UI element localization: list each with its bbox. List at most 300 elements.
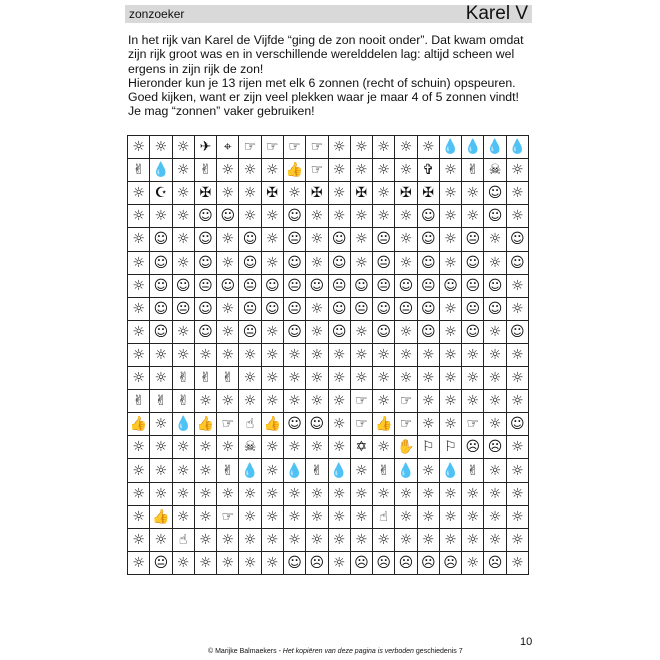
thumb-icon: 👍	[284, 159, 306, 182]
index-up-icon: ☝	[239, 413, 261, 436]
sun-icon: ☼	[395, 205, 417, 228]
sun-icon: ☼	[329, 552, 351, 575]
latin-cross-icon: ✞	[418, 159, 440, 182]
sun-icon: ☼	[195, 483, 217, 506]
smiley-sad-icon: ☹	[351, 552, 373, 575]
sun-icon: ☼	[262, 228, 284, 251]
sun-icon: ☼	[329, 390, 351, 413]
index-up-icon: ☝	[373, 506, 395, 529]
smiley-sad-icon: ☹	[418, 552, 440, 575]
smiley-happy-icon: ☺	[284, 205, 306, 228]
smiley-neutral-icon: 😐	[462, 228, 484, 251]
smiley-happy-icon: ☺	[284, 252, 306, 275]
sun-icon: ☼	[440, 182, 462, 205]
droplet-icon: 💧	[440, 136, 462, 159]
smiley-happy-icon: ☺	[284, 321, 306, 344]
droplet-icon: 💧	[395, 459, 417, 482]
smiley-neutral-icon: 😐	[418, 275, 440, 298]
sun-icon: ☼	[484, 413, 506, 436]
header-title: Karel V	[465, 3, 528, 24]
sun-icon: ☼	[306, 252, 328, 275]
sun-icon: ☼	[173, 459, 195, 482]
maltese-cross-icon: ✠	[306, 182, 328, 205]
smiley-happy-icon: ☺	[306, 275, 328, 298]
sun-icon: ☼	[173, 159, 195, 182]
crosshair-cross-icon: ⌖	[217, 136, 239, 159]
pointing-hand-icon: ☞	[284, 136, 306, 159]
sun-icon: ☼	[239, 205, 261, 228]
sun-icon: ☼	[173, 228, 195, 251]
open-hand-icon: ✋	[395, 436, 417, 459]
smiley-happy-icon: ☺	[373, 321, 395, 344]
sun-icon: ☼	[329, 182, 351, 205]
sun-icon: ☼	[239, 367, 261, 390]
victory-hand-icon: ✌	[195, 159, 217, 182]
smiley-neutral-icon: 😐	[329, 275, 351, 298]
victory-hand-icon: ✌	[462, 459, 484, 482]
sun-icon: ☼	[373, 390, 395, 413]
sun-icon: ☼	[418, 529, 440, 552]
header-label: zonzoeker	[129, 7, 185, 21]
sun-icon: ☼	[262, 390, 284, 413]
sun-icon: ☼	[262, 529, 284, 552]
smiley-neutral-icon: 😐	[284, 298, 306, 321]
sun-icon: ☼	[351, 252, 373, 275]
sun-icon: ☼	[484, 367, 506, 390]
sun-search-grid	[127, 135, 529, 575]
victory-hand-icon: ✌	[373, 459, 395, 482]
smiley-neutral-icon: 😐	[284, 275, 306, 298]
sun-icon: ☼	[239, 552, 261, 575]
sun-icon: ☼	[373, 367, 395, 390]
smiley-neutral-icon: 😐	[173, 298, 195, 321]
sun-icon: ☼	[507, 182, 529, 205]
smiley-happy-icon: ☺	[418, 228, 440, 251]
sun-icon: ☼	[128, 483, 150, 506]
sun-icon: ☼	[284, 367, 306, 390]
sun-icon: ☼	[173, 436, 195, 459]
sun-icon: ☼	[217, 321, 239, 344]
sun-icon: ☼	[418, 459, 440, 482]
sun-icon: ☼	[440, 298, 462, 321]
smiley-happy-icon: ☺	[195, 298, 217, 321]
sun-icon: ☼	[440, 413, 462, 436]
sun-icon: ☼	[395, 228, 417, 251]
victory-hand-icon: ✌	[462, 159, 484, 182]
sun-icon: ☼	[329, 413, 351, 436]
smiley-happy-icon: ☺	[418, 321, 440, 344]
sun-icon: ☼	[462, 367, 484, 390]
sun-icon: ☼	[351, 459, 373, 482]
smiley-neutral-icon: 😐	[395, 298, 417, 321]
sun-icon: ☼	[150, 436, 172, 459]
pointing-hand-icon: ☞	[395, 390, 417, 413]
sun-icon: ☼	[217, 182, 239, 205]
sun-icon: ☼	[128, 367, 150, 390]
smiley-happy-icon: ☺	[284, 413, 306, 436]
smiley-happy-icon: ☺	[462, 252, 484, 275]
sun-icon: ☼	[128, 275, 150, 298]
sun-icon: ☼	[462, 483, 484, 506]
sun-icon: ☼	[395, 321, 417, 344]
smiley-happy-icon: ☺	[262, 298, 284, 321]
smiley-happy-icon: ☺	[507, 252, 529, 275]
sun-icon: ☼	[217, 228, 239, 251]
smiley-sad-icon: ☹	[462, 436, 484, 459]
smiley-neutral-icon: 😐	[239, 298, 261, 321]
sun-icon: ☼	[351, 136, 373, 159]
crescent-moon-icon: ☪	[150, 182, 172, 205]
sun-icon: ☼	[284, 390, 306, 413]
sun-icon: ☼	[306, 344, 328, 367]
droplet-icon: 💧	[173, 413, 195, 436]
sun-icon: ☼	[262, 344, 284, 367]
smiley-happy-icon: ☺	[150, 321, 172, 344]
smiley-neutral-icon: 😐	[239, 321, 261, 344]
sun-icon: ☼	[395, 529, 417, 552]
smiley-happy-icon: ☺	[150, 252, 172, 275]
sun-icon: ☼	[284, 506, 306, 529]
sun-icon: ☼	[329, 529, 351, 552]
smiley-happy-icon: ☺	[195, 321, 217, 344]
sun-icon: ☼	[440, 483, 462, 506]
sun-icon: ☼	[128, 436, 150, 459]
sun-icon: ☼	[484, 321, 506, 344]
sun-icon: ☼	[128, 552, 150, 575]
sun-icon: ☼	[373, 205, 395, 228]
sun-icon: ☼	[262, 367, 284, 390]
sun-icon: ☼	[507, 344, 529, 367]
sun-icon: ☼	[329, 159, 351, 182]
pointing-hand-icon: ☞	[462, 413, 484, 436]
smiley-neutral-icon: 😐	[373, 275, 395, 298]
smiley-happy-icon: ☺	[373, 298, 395, 321]
smiley-happy-icon: ☺	[329, 252, 351, 275]
sun-icon: ☼	[462, 506, 484, 529]
sun-icon: ☼	[440, 529, 462, 552]
smiley-neutral-icon: 😐	[351, 298, 373, 321]
sun-icon: ☼	[329, 205, 351, 228]
sun-icon: ☼	[262, 321, 284, 344]
victory-hand-icon: ✌	[217, 459, 239, 482]
sun-icon: ☼	[395, 483, 417, 506]
sun-icon: ☼	[507, 506, 529, 529]
sun-icon: ☼	[150, 136, 172, 159]
sun-icon: ☼	[284, 529, 306, 552]
maltese-cross-icon: ✠	[351, 182, 373, 205]
sun-icon: ☼	[150, 205, 172, 228]
sun-icon: ☼	[195, 506, 217, 529]
skull-icon: ☠	[239, 436, 261, 459]
sun-icon: ☼	[306, 529, 328, 552]
sun-icon: ☼	[462, 552, 484, 575]
victory-hand-icon: ✌	[173, 390, 195, 413]
smiley-neutral-icon: 😐	[373, 252, 395, 275]
sun-icon: ☼	[351, 228, 373, 251]
sun-icon: ☼	[484, 390, 506, 413]
smiley-happy-icon: ☺	[418, 205, 440, 228]
sun-icon: ☼	[173, 552, 195, 575]
sun-icon: ☼	[373, 182, 395, 205]
sun-icon: ☼	[128, 529, 150, 552]
victory-hand-icon: ✌	[128, 390, 150, 413]
page-header	[125, 5, 532, 23]
footer	[208, 648, 463, 655]
sun-icon: ☼	[329, 344, 351, 367]
sun-icon: ☼	[440, 252, 462, 275]
sun-icon: ☼	[239, 159, 261, 182]
sun-icon: ☼	[150, 483, 172, 506]
sun-icon: ☼	[418, 413, 440, 436]
sun-icon: ☼	[507, 390, 529, 413]
sun-icon: ☼	[262, 459, 284, 482]
smiley-happy-icon: ☺	[150, 275, 172, 298]
smiley-happy-icon: ☺	[284, 552, 306, 575]
sun-icon: ☼	[306, 483, 328, 506]
thumb-icon: 👍	[373, 413, 395, 436]
sun-icon: ☼	[373, 483, 395, 506]
sun-icon: ☼	[284, 436, 306, 459]
sun-icon: ☼	[395, 367, 417, 390]
sun-icon: ☼	[351, 367, 373, 390]
sun-icon: ☼	[395, 136, 417, 159]
sun-icon: ☼	[128, 344, 150, 367]
sun-icon: ☼	[150, 529, 172, 552]
sun-icon: ☼	[507, 159, 529, 182]
sun-icon: ☼	[239, 483, 261, 506]
sun-icon: ☼	[373, 136, 395, 159]
airplane-icon: ✈	[195, 136, 217, 159]
smiley-happy-icon: ☺	[507, 228, 529, 251]
intro-paragraph-1: In het rijk van Karel de Vijfde “ging de zon nooit onder”. Dat kwam omdat zijn rijk groot was en in verschillende werelddelen lag: altijd scheen wel ergens in zijn rijk de zon!	[128, 33, 524, 76]
sun-icon: ☼	[262, 436, 284, 459]
pointing-hand-icon: ☞	[306, 159, 328, 182]
sun-icon: ☼	[440, 506, 462, 529]
smiley-happy-icon: ☺	[306, 413, 328, 436]
smiley-happy-icon: ☺	[195, 228, 217, 251]
sun-icon: ☼	[373, 436, 395, 459]
maltese-cross-icon: ✠	[262, 182, 284, 205]
sun-icon: ☼	[173, 205, 195, 228]
sun-icon: ☼	[329, 506, 351, 529]
sun-icon: ☼	[351, 506, 373, 529]
sun-icon: ☼	[507, 552, 529, 575]
sun-icon: ☼	[262, 252, 284, 275]
smiley-neutral-icon: 😐	[239, 275, 261, 298]
sun-icon: ☼	[306, 205, 328, 228]
sun-icon: ☼	[262, 159, 284, 182]
droplet-icon: 💧	[239, 459, 261, 482]
maltese-cross-icon: ✠	[418, 182, 440, 205]
sun-icon: ☼	[128, 298, 150, 321]
sun-icon: ☼	[507, 529, 529, 552]
smiley-neutral-icon: 😐	[150, 552, 172, 575]
sun-icon: ☼	[284, 483, 306, 506]
sun-icon: ☼	[484, 228, 506, 251]
smiley-neutral-icon: 😐	[373, 228, 395, 251]
sun-icon: ☼	[440, 205, 462, 228]
smiley-neutral-icon: 😐	[284, 228, 306, 251]
star-of-david-icon: ✡	[351, 436, 373, 459]
droplet-icon: 💧	[484, 136, 506, 159]
pointing-hand-icon: ☞	[351, 413, 373, 436]
sun-icon: ☼	[462, 390, 484, 413]
sun-icon: ☼	[173, 344, 195, 367]
smiley-sad-icon: ☹	[484, 436, 506, 459]
sun-icon: ☼	[507, 367, 529, 390]
sun-icon: ☼	[150, 459, 172, 482]
sun-icon: ☼	[484, 252, 506, 275]
smiley-happy-icon: ☺	[329, 298, 351, 321]
smiley-happy-icon: ☺	[150, 228, 172, 251]
smiley-happy-icon: ☺	[484, 275, 506, 298]
smiley-happy-icon: ☺	[329, 228, 351, 251]
sun-icon: ☼	[195, 459, 217, 482]
footer-note: - Het kopiëren van deze pagina is verboden	[278, 648, 414, 655]
sun-icon: ☼	[217, 298, 239, 321]
skull-icon: ☠	[484, 159, 506, 182]
sun-icon: ☼	[306, 367, 328, 390]
sun-icon: ☼	[173, 182, 195, 205]
smiley-happy-icon: ☺	[239, 252, 261, 275]
victory-hand-icon: ✌	[150, 390, 172, 413]
smiley-happy-icon: ☺	[484, 205, 506, 228]
sun-icon: ☼	[351, 159, 373, 182]
footer-subject: geschiedenis 7	[415, 648, 463, 655]
droplet-icon: 💧	[329, 459, 351, 482]
sun-icon: ☼	[195, 344, 217, 367]
sun-icon: ☼	[284, 182, 306, 205]
thumb-icon: 👍	[150, 506, 172, 529]
sun-icon: ☼	[239, 182, 261, 205]
sun-icon: ☼	[217, 390, 239, 413]
sun-icon: ☼	[418, 136, 440, 159]
sun-icon: ☼	[128, 205, 150, 228]
sun-icon: ☼	[173, 506, 195, 529]
smiley-happy-icon: ☺	[173, 275, 195, 298]
sun-icon: ☼	[239, 529, 261, 552]
droplet-icon: 💧	[150, 159, 172, 182]
sun-icon: ☼	[150, 344, 172, 367]
smiley-happy-icon: ☺	[217, 275, 239, 298]
victory-hand-icon: ✌	[128, 159, 150, 182]
smiley-happy-icon: ☺	[507, 413, 529, 436]
sun-icon: ☼	[173, 483, 195, 506]
intro-text	[128, 33, 533, 119]
sun-icon: ☼	[440, 321, 462, 344]
smiley-happy-icon: ☺	[484, 298, 506, 321]
sun-icon: ☼	[128, 321, 150, 344]
sun-icon: ☼	[306, 298, 328, 321]
sun-icon: ☼	[351, 344, 373, 367]
sun-icon: ☼	[329, 367, 351, 390]
pointing-hand-icon: ☞	[217, 413, 239, 436]
smiley-happy-icon: ☺	[484, 182, 506, 205]
pointing-hand-icon: ☞	[306, 136, 328, 159]
sun-icon: ☼	[150, 413, 172, 436]
flag-icon: ⚐	[418, 436, 440, 459]
sun-icon: ☼	[484, 459, 506, 482]
pointing-hand-icon: ☞	[351, 390, 373, 413]
pointing-hand-icon: ☞	[395, 413, 417, 436]
sun-icon: ☼	[395, 506, 417, 529]
smiley-happy-icon: ☺	[239, 228, 261, 251]
sun-icon: ☼	[262, 552, 284, 575]
droplet-icon: 💧	[462, 136, 484, 159]
sun-icon: ☼	[507, 436, 529, 459]
droplet-icon: 💧	[440, 459, 462, 482]
smiley-happy-icon: ☺	[418, 298, 440, 321]
sun-icon: ☼	[440, 367, 462, 390]
sun-icon: ☼	[418, 367, 440, 390]
victory-hand-icon: ✌	[306, 459, 328, 482]
sun-icon: ☼	[484, 506, 506, 529]
sun-icon: ☼	[195, 552, 217, 575]
sun-icon: ☼	[440, 159, 462, 182]
sun-icon: ☼	[373, 159, 395, 182]
smiley-happy-icon: ☺	[217, 205, 239, 228]
sun-icon: ☼	[440, 390, 462, 413]
thumb-icon: 👍	[262, 413, 284, 436]
sun-icon: ☼	[462, 182, 484, 205]
sun-icon: ☼	[239, 390, 261, 413]
maltese-cross-icon: ✠	[195, 182, 217, 205]
droplet-icon: 💧	[284, 459, 306, 482]
sun-icon: ☼	[418, 390, 440, 413]
footer-copyright: © Marijke Balmaekers	[208, 648, 277, 655]
sun-icon: ☼	[507, 205, 529, 228]
sun-icon: ☼	[351, 205, 373, 228]
sun-icon: ☼	[128, 228, 150, 251]
sun-icon: ☼	[173, 321, 195, 344]
smiley-sad-icon: ☹	[484, 552, 506, 575]
smiley-happy-icon: ☺	[418, 252, 440, 275]
sun-icon: ☼	[239, 344, 261, 367]
sun-icon: ☼	[306, 390, 328, 413]
thumb-icon: 👍	[195, 413, 217, 436]
sun-icon: ☼	[284, 344, 306, 367]
sun-icon: ☼	[262, 483, 284, 506]
sun-icon: ☼	[128, 459, 150, 482]
sun-icon: ☼	[150, 367, 172, 390]
sun-icon: ☼	[418, 506, 440, 529]
sun-icon: ☼	[239, 506, 261, 529]
sun-icon: ☼	[418, 483, 440, 506]
sun-icon: ☼	[395, 159, 417, 182]
smiley-sad-icon: ☹	[395, 552, 417, 575]
sun-icon: ☼	[128, 182, 150, 205]
smiley-happy-icon: ☺	[195, 205, 217, 228]
smiley-happy-icon: ☺	[440, 275, 462, 298]
sun-icon: ☼	[306, 228, 328, 251]
sun-icon: ☼	[395, 252, 417, 275]
index-up-icon: ☝	[173, 529, 195, 552]
sun-icon: ☼	[262, 205, 284, 228]
sun-icon: ☼	[195, 529, 217, 552]
smiley-neutral-icon: 😐	[195, 275, 217, 298]
sun-icon: ☼	[418, 344, 440, 367]
sun-icon: ☼	[217, 344, 239, 367]
pointing-hand-icon: ☞	[217, 506, 239, 529]
sun-icon: ☼	[395, 344, 417, 367]
sun-icon: ☼	[128, 506, 150, 529]
pointing-hand-icon: ☞	[262, 136, 284, 159]
sun-icon: ☼	[329, 436, 351, 459]
smiley-happy-icon: ☺	[351, 275, 373, 298]
flag-icon: ⚐	[440, 436, 462, 459]
sun-icon: ☼	[507, 298, 529, 321]
smiley-happy-icon: ☺	[329, 321, 351, 344]
